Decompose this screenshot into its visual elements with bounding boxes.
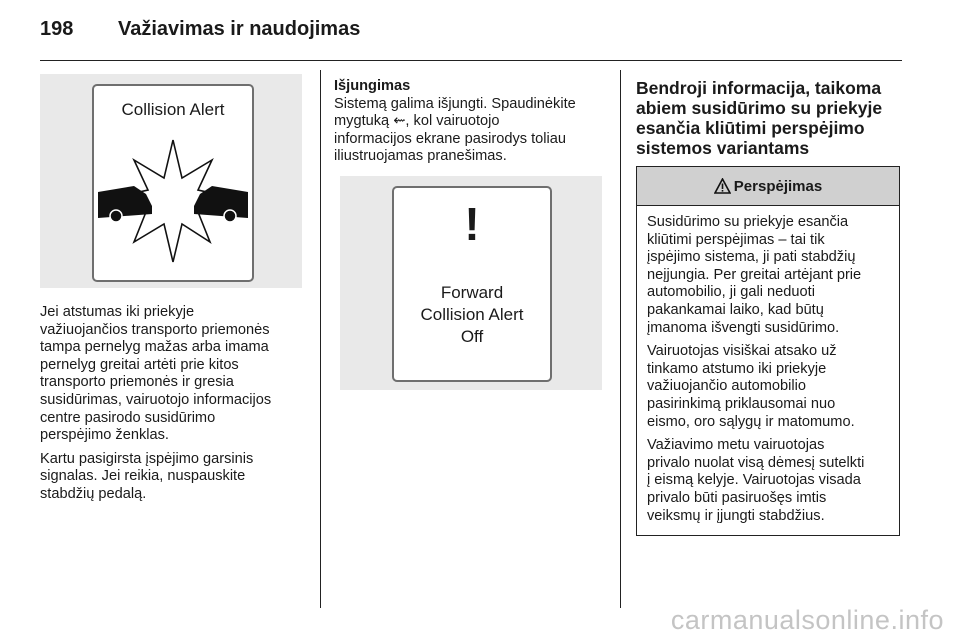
text-line: mygtuką ⇜, kol vairuotojo <box>334 113 500 130</box>
text-line: eismo, oro sąlygų ir matomumo. <box>647 413 855 430</box>
heading-line: sistemos variantams <box>636 138 810 158</box>
heading-line: esančia kliūtimi perspėjimo <box>636 118 865 138</box>
heading-line: abiem susidūrimo su priekyje <box>636 98 883 118</box>
collision-alert-title: Collision Alert <box>121 100 225 119</box>
text-line: Kartu pasigirsta įspėjimo garsinis <box>40 450 254 467</box>
section-heading <box>636 78 902 158</box>
page-title: Važiavimas ir naudojimas <box>118 18 361 40</box>
text-line: įmanoma išvengti susidūrimo. <box>647 319 840 336</box>
text-line: kliūtimi perspėjimas – tai tik <box>647 231 825 248</box>
alert-off-display <box>392 186 552 382</box>
column-2-text <box>334 78 610 172</box>
text-line: važiuojančio automobilio <box>647 378 807 395</box>
text-line: centre pasirodo susidūrimo <box>40 409 216 426</box>
collision-alert-display <box>92 84 254 282</box>
page-header <box>40 14 902 54</box>
text-line: neįjungia. Per greitai artėjant prie <box>647 266 862 283</box>
text-line: transporto priemonės ir gresia <box>40 374 234 391</box>
warning-title: Perspėjimas <box>733 177 823 195</box>
message-line: Off <box>460 327 484 346</box>
text-line: važiuojančios transporto priemonės <box>40 321 270 338</box>
column-divider-1 <box>320 70 321 608</box>
page-number: 198 <box>40 18 74 40</box>
text-line: automobilio, ji gali neduoti <box>647 284 815 301</box>
message-line: Forward <box>440 283 504 302</box>
text-line: privalo nuolat visą dėmesį sutelkti <box>647 454 865 471</box>
paragraph <box>647 437 889 525</box>
text-line: Sistemą galima išjungti. Spaudinėkite <box>334 95 576 112</box>
warning-header <box>637 167 899 206</box>
paragraph <box>647 214 889 337</box>
text-line: Jei atstumas iki priekyje <box>40 304 195 320</box>
alert-off-message <box>394 282 550 348</box>
column-3-heading <box>636 78 902 158</box>
column-1-text <box>40 304 306 510</box>
text-line: pernelyg greitai artėti prie kitos <box>40 356 239 373</box>
text-line: tampa pernelyg mažas arba imama <box>40 339 269 356</box>
message-line: Collision Alert <box>420 305 524 324</box>
subheading: Išjungimas <box>334 78 411 94</box>
watermark: carmanualsonline.info <box>670 605 944 635</box>
text-line: susidūrimas, vairuotojo informacijos <box>40 391 272 408</box>
paragraph <box>334 96 610 166</box>
paragraph <box>647 343 889 431</box>
text-line: tinkamo atstumo iki priekyje <box>647 360 827 377</box>
text-line: iliustruojamas pranešimas. <box>334 148 507 165</box>
paragraph <box>40 451 306 504</box>
text-line: stabdžių pedalą. <box>40 485 147 502</box>
warning-box <box>636 166 900 536</box>
collision-alert-figure <box>40 74 302 288</box>
alert-off-figure <box>340 176 602 390</box>
warning-triangle-icon <box>714 178 731 194</box>
exclamation-icon: ! <box>464 198 480 250</box>
text-line: perspėjimo ženklas. <box>40 427 169 444</box>
collision-alert-icon <box>94 134 252 274</box>
text-line: į eismą kelyje. Vairuotojas visada <box>647 472 861 489</box>
heading-line: Bendroji informacija, taikoma <box>636 78 882 98</box>
text-line: signalas. Jei reikia, nuspauskite <box>40 468 246 485</box>
text-line: pasirinkimą priklausomai nuo <box>647 395 836 412</box>
text-line: Vairuotojas visiškai atsako už <box>647 343 837 360</box>
text-line: Susidūrimo su priekyje esančia <box>647 214 849 230</box>
text-line: privalo būti pasiruošęs imtis <box>647 489 827 506</box>
text-line: Važiavimo metu vairuotojas <box>647 437 825 454</box>
warning-body <box>637 206 899 525</box>
paragraph <box>40 304 306 445</box>
text-line: veiksmų ir įjungti stabdžius. <box>647 507 825 524</box>
header-rule <box>40 60 902 61</box>
text-line: įspėjimo sistema, ji pati stabdžių <box>647 249 856 266</box>
column-divider-2 <box>620 70 621 608</box>
text-line: informacijos ekrane pasirodys toliau <box>334 130 566 147</box>
text-line: pakankamai laiko, kad būtų <box>647 301 824 318</box>
